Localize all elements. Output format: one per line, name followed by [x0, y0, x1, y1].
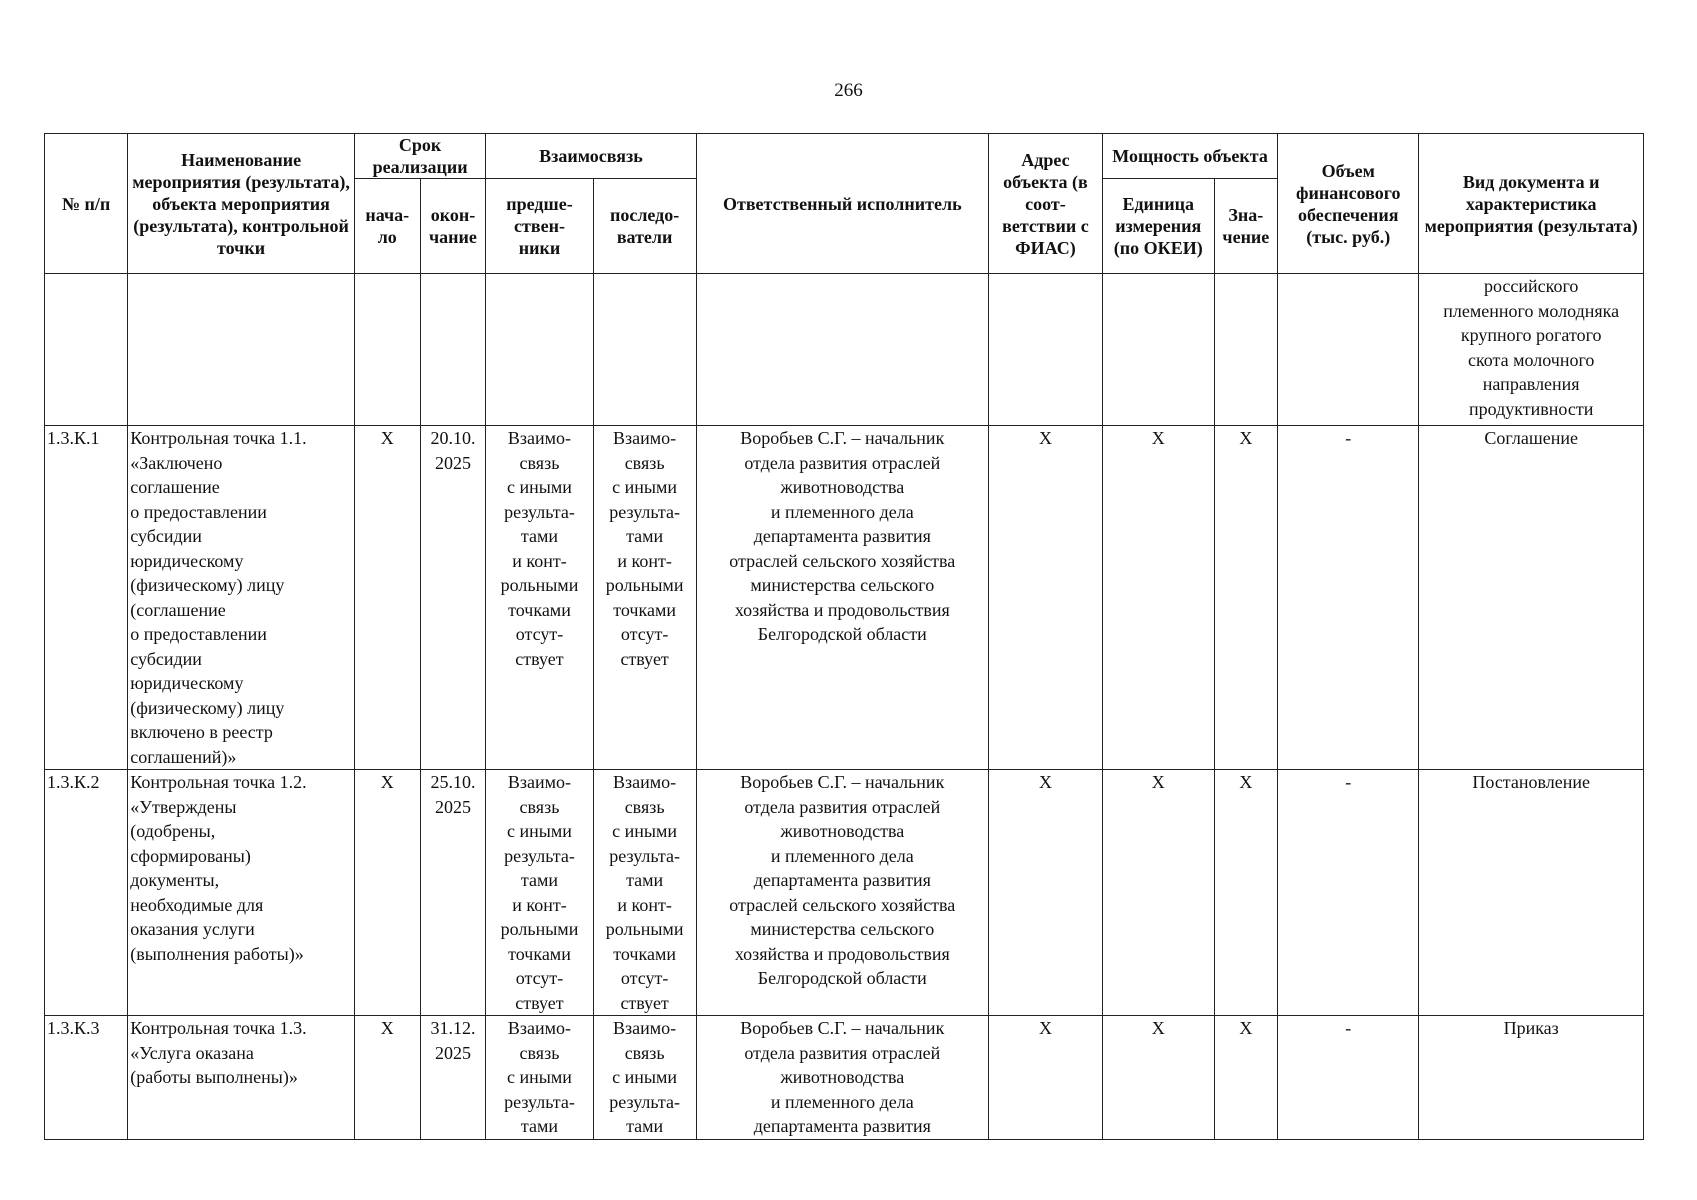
num-cell: 1.3.К.2	[45, 770, 128, 1016]
table-row	[45, 770, 1644, 1016]
header-period: Срок реализации	[354, 134, 485, 179]
finance-cell: -	[1278, 1016, 1419, 1140]
header-predecessors: предше- ствен- ники	[486, 179, 593, 274]
num-cell: 1.3.К.3	[45, 1016, 128, 1140]
doc-type-cell: российского племенного молодняка крупного рогатого скота молочного направления продуктивности	[1419, 274, 1644, 426]
name-cell: Контрольная точка 1.1. «Заключено соглашение о предоставлении субсидии юридическому (физическому) лицу (соглашение о предоставлении субсидии юридическому (физическому) лицу включено в реестр соглашений)»	[128, 426, 355, 770]
responsible-cell: Воробьев С.Г. – начальник отдела развития отраслей животноводства и племенного дела департамента развития отраслей сельского хозяйства министерства сельского хозяйства и продовольствия Белгородской области	[696, 426, 988, 770]
value-cell: Х	[1214, 770, 1278, 1016]
predecessors-cell: Взаимо- связь с иными результа- тами и конт- рольными точками отсут- ствует	[486, 770, 593, 1016]
table-row	[45, 1016, 1644, 1140]
header-relation: Взаимосвязь	[486, 134, 696, 179]
plan-table	[44, 133, 1644, 1140]
responsible-cell: Воробьев С.Г. – начальник отдела развития отраслей животноводства и племенного дела департамента развития отраслей сельского хозяйства министерства сельского хозяйства и продовольствия Белгородской области	[696, 770, 988, 1016]
start-cell: Х	[354, 426, 420, 770]
value-cell: Х	[1214, 1016, 1278, 1140]
address-cell: Х	[989, 426, 1103, 770]
header-start: нача- ло	[354, 179, 420, 274]
page-number: 266	[834, 80, 863, 101]
header-capacity: Мощность объекта	[1102, 134, 1277, 179]
header-end: окон- чание	[420, 179, 486, 274]
end-cell: 25.10. 2025	[420, 770, 486, 1016]
doc-type-cell: Приказ	[1419, 1016, 1644, 1140]
num-cell: 1.3.К.1	[45, 426, 128, 770]
predecessors-cell: Взаимо- связь с иными результа- тами и конт- рольными точками отсут- ствует	[486, 426, 593, 770]
end-cell: 31.12. 2025	[420, 1016, 486, 1140]
table-row	[45, 274, 1644, 426]
header-num: № п/п	[45, 134, 128, 274]
address-cell: Х	[989, 1016, 1103, 1140]
value-cell: Х	[1214, 426, 1278, 770]
header-finance: Объем финансового обеспечения (тыс. руб.)	[1278, 134, 1419, 274]
start-cell: Х	[354, 1016, 420, 1140]
name-cell: Контрольная точка 1.2. «Утверждены (одобрены, сформированы) документы, необходимые для оказания услуги (выполнения работы)»	[128, 770, 355, 1016]
table-row	[45, 426, 1644, 770]
header-address: Адрес объекта (в соот-ветствии с ФИАС)	[989, 134, 1103, 274]
unit-cell: Х	[1102, 770, 1214, 1016]
finance-cell: -	[1278, 426, 1419, 770]
successors-cell: Взаимо- связь с иными результа- тами и конт- рольными точками отсут- ствует	[593, 770, 696, 1016]
header-value: Зна- чение	[1214, 179, 1278, 274]
finance-cell: -	[1278, 770, 1419, 1016]
header-successors: последо- ватели	[593, 179, 696, 274]
successors-cell: Взаимо- связь с иными результа- тами	[593, 1016, 696, 1140]
responsible-cell: Воробьев С.Г. – начальник отдела развития отраслей животноводства и племенного дела департамента развития	[696, 1016, 988, 1140]
doc-type-cell: Постановление	[1419, 770, 1644, 1016]
header-row-1	[45, 134, 1644, 179]
unit-cell: Х	[1102, 1016, 1214, 1140]
header-name: Наименование мероприятия (результата), объекта мероприятия (результата), контрольной точки	[128, 134, 355, 274]
unit-cell: Х	[1102, 426, 1214, 770]
successors-cell: Взаимо- связь с иными результа- тами и конт- рольными точками отсут- ствует	[593, 426, 696, 770]
start-cell: Х	[354, 770, 420, 1016]
name-cell: Контрольная точка 1.3. «Услуга оказана (работы выполнены)»	[128, 1016, 355, 1140]
address-cell: Х	[989, 770, 1103, 1016]
header-unit: Единица измерения (по ОКЕИ)	[1102, 179, 1214, 274]
predecessors-cell: Взаимо- связь с иными результа- тами	[486, 1016, 593, 1140]
doc-type-cell: Соглашение	[1419, 426, 1644, 770]
header-responsible: Ответственный исполнитель	[696, 134, 988, 274]
header-doc-type: Вид документа и характеристика мероприятия (результата)	[1419, 134, 1644, 274]
end-cell: 20.10. 2025	[420, 426, 486, 770]
